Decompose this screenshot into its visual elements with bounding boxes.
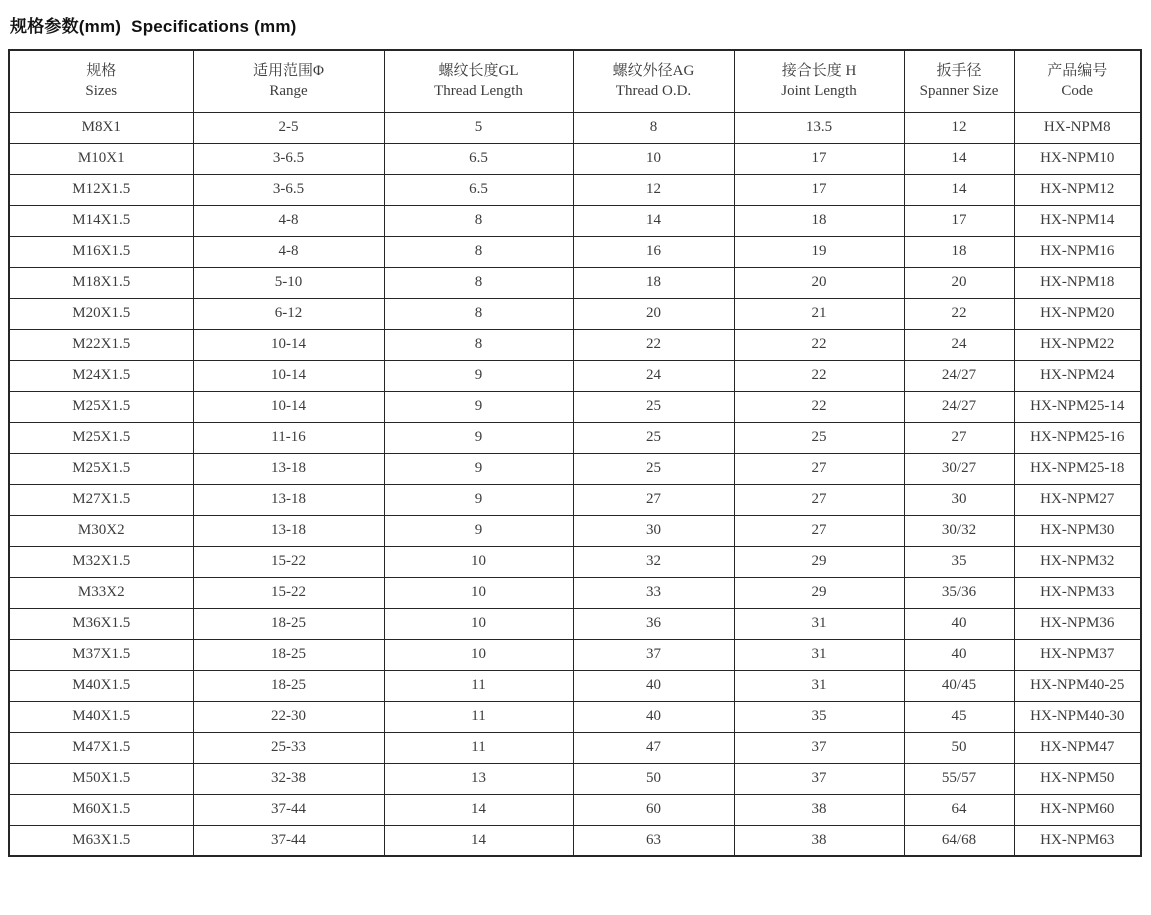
cell-joint-length: 18 — [734, 205, 904, 236]
cell-joint-length: 22 — [734, 360, 904, 391]
cell-thread-length: 14 — [384, 825, 573, 856]
table-row — [9, 484, 1141, 515]
cell-sizes: M25X1.5 — [9, 453, 193, 484]
cell-spanner-size: 30 — [904, 484, 1014, 515]
cell-thread-length: 11 — [384, 732, 573, 763]
cell-code: HX-NPM47 — [1014, 732, 1141, 763]
cell-joint-length: 22 — [734, 391, 904, 422]
cell-thread-length: 8 — [384, 329, 573, 360]
cell-thread-length: 10 — [384, 639, 573, 670]
cell-thread-length: 11 — [384, 670, 573, 701]
cell-thread-length: 14 — [384, 794, 573, 825]
cell-joint-length: 27 — [734, 484, 904, 515]
cell-thread-length: 10 — [384, 546, 573, 577]
cell-thread-od: 12 — [573, 174, 734, 205]
cell-code: HX-NPM63 — [1014, 825, 1141, 856]
cell-joint-length: 19 — [734, 236, 904, 267]
cell-thread-od: 40 — [573, 670, 734, 701]
cell-thread-length: 9 — [384, 453, 573, 484]
cell-spanner-size: 35 — [904, 546, 1014, 577]
cell-joint-length: 38 — [734, 794, 904, 825]
cell-code: HX-NPM36 — [1014, 608, 1141, 639]
cell-spanner-size: 24/27 — [904, 391, 1014, 422]
cell-joint-length: 31 — [734, 670, 904, 701]
cell-spanner-size: 64/68 — [904, 825, 1014, 856]
cell-thread-od: 63 — [573, 825, 734, 856]
cell-thread-length: 11 — [384, 701, 573, 732]
cell-spanner-size: 24 — [904, 329, 1014, 360]
table-row — [9, 639, 1141, 670]
cell-thread-od: 8 — [573, 112, 734, 143]
table-row — [9, 422, 1141, 453]
cell-code: HX-NPM22 — [1014, 329, 1141, 360]
table-header — [9, 50, 1141, 112]
cell-thread-od: 25 — [573, 422, 734, 453]
cell-spanner-size: 30/27 — [904, 453, 1014, 484]
cell-range: 6-12 — [193, 298, 384, 329]
cell-range: 25-33 — [193, 732, 384, 763]
cell-thread-od: 25 — [573, 453, 734, 484]
cell-spanner-size: 55/57 — [904, 763, 1014, 794]
cell-code: HX-NPM25-14 — [1014, 391, 1141, 422]
cell-thread-length: 9 — [384, 360, 573, 391]
cell-range: 13-18 — [193, 515, 384, 546]
cell-code: HX-NPM40-25 — [1014, 670, 1141, 701]
cell-joint-length: 13.5 — [734, 112, 904, 143]
cell-thread-od: 37 — [573, 639, 734, 670]
column-header-range — [193, 50, 384, 112]
cell-range: 37-44 — [193, 825, 384, 856]
cell-spanner-size: 14 — [904, 174, 1014, 205]
table-row — [9, 453, 1141, 484]
cell-spanner-size: 20 — [904, 267, 1014, 298]
cell-joint-length: 29 — [734, 577, 904, 608]
cell-range: 32-38 — [193, 763, 384, 794]
cell-sizes: M14X1.5 — [9, 205, 193, 236]
cell-spanner-size: 45 — [904, 701, 1014, 732]
column-header-zh: 适用范围Φ — [253, 63, 324, 79]
table-row — [9, 112, 1141, 143]
column-header-zh: 规格 — [86, 63, 117, 79]
cell-range: 2-5 — [193, 112, 384, 143]
cell-code: HX-NPM24 — [1014, 360, 1141, 391]
table-row — [9, 205, 1141, 236]
cell-spanner-size: 12 — [904, 112, 1014, 143]
cell-thread-od: 24 — [573, 360, 734, 391]
table-row — [9, 546, 1141, 577]
cell-joint-length: 17 — [734, 174, 904, 205]
cell-sizes: M8X1 — [9, 112, 193, 143]
cell-code: HX-NPM40-30 — [1014, 701, 1141, 732]
column-header-en: Thread O.D. — [615, 83, 692, 100]
table-row — [9, 267, 1141, 298]
column-header-en: Joint Length — [781, 83, 857, 100]
column-header-code — [1014, 50, 1141, 112]
cell-joint-length: 27 — [734, 453, 904, 484]
table-row — [9, 670, 1141, 701]
cell-sizes: M12X1.5 — [9, 174, 193, 205]
cell-spanner-size: 64 — [904, 794, 1014, 825]
cell-spanner-size: 24/27 — [904, 360, 1014, 391]
cell-joint-length: 17 — [734, 143, 904, 174]
cell-range: 15-22 — [193, 546, 384, 577]
column-header-sizes — [9, 50, 193, 112]
cell-range: 10-14 — [193, 329, 384, 360]
table-row — [9, 515, 1141, 546]
cell-sizes: M47X1.5 — [9, 732, 193, 763]
table-row — [9, 360, 1141, 391]
cell-thread-od: 10 — [573, 143, 734, 174]
table-row — [9, 391, 1141, 422]
cell-thread-length: 6.5 — [384, 174, 573, 205]
cell-sizes: M60X1.5 — [9, 794, 193, 825]
cell-range: 13-18 — [193, 484, 384, 515]
cell-thread-od: 27 — [573, 484, 734, 515]
cell-sizes: M50X1.5 — [9, 763, 193, 794]
cell-thread-od: 33 — [573, 577, 734, 608]
cell-sizes: M18X1.5 — [9, 267, 193, 298]
column-header-zh: 螺纹外径AG — [612, 63, 695, 79]
cell-thread-od: 36 — [573, 608, 734, 639]
cell-code: HX-NPM30 — [1014, 515, 1141, 546]
table-row — [9, 143, 1141, 174]
cell-spanner-size: 40 — [904, 608, 1014, 639]
cell-joint-length: 31 — [734, 608, 904, 639]
cell-thread-length: 8 — [384, 267, 573, 298]
cell-thread-length: 13 — [384, 763, 573, 794]
cell-sizes: M40X1.5 — [9, 701, 193, 732]
cell-range: 4-8 — [193, 205, 384, 236]
cell-range: 5-10 — [193, 267, 384, 298]
cell-range: 10-14 — [193, 360, 384, 391]
cell-sizes: M27X1.5 — [9, 484, 193, 515]
table-row — [9, 577, 1141, 608]
cell-joint-length: 37 — [734, 763, 904, 794]
cell-sizes: M22X1.5 — [9, 329, 193, 360]
cell-spanner-size: 27 — [904, 422, 1014, 453]
table-row — [9, 701, 1141, 732]
cell-range: 22-30 — [193, 701, 384, 732]
cell-code: HX-NPM18 — [1014, 267, 1141, 298]
column-header-thread-length — [384, 50, 573, 112]
cell-thread-od: 60 — [573, 794, 734, 825]
cell-thread-length: 8 — [384, 205, 573, 236]
cell-sizes: M25X1.5 — [9, 422, 193, 453]
table-row — [9, 174, 1141, 205]
cell-sizes: M36X1.5 — [9, 608, 193, 639]
cell-thread-length: 9 — [384, 484, 573, 515]
cell-range: 3-6.5 — [193, 174, 384, 205]
cell-sizes: M24X1.5 — [9, 360, 193, 391]
cell-joint-length: 31 — [734, 639, 904, 670]
cell-spanner-size: 50 — [904, 732, 1014, 763]
column-header-en: Sizes — [85, 83, 118, 100]
cell-sizes: M33X2 — [9, 577, 193, 608]
cell-thread-od: 47 — [573, 732, 734, 763]
cell-sizes: M32X1.5 — [9, 546, 193, 577]
cell-range: 18-25 — [193, 608, 384, 639]
cell-thread-length: 6.5 — [384, 143, 573, 174]
cell-sizes: M25X1.5 — [9, 391, 193, 422]
cell-spanner-size: 40 — [904, 639, 1014, 670]
cell-range: 15-22 — [193, 577, 384, 608]
table-row — [9, 236, 1141, 267]
table-row — [9, 608, 1141, 639]
cell-joint-length: 35 — [734, 701, 904, 732]
column-header-en: Thread Length — [434, 83, 523, 100]
cell-code: HX-NPM37 — [1014, 639, 1141, 670]
cell-joint-length: 27 — [734, 515, 904, 546]
column-header-zh: 接合长度 H — [781, 63, 857, 79]
cell-code: HX-NPM25-16 — [1014, 422, 1141, 453]
cell-thread-od: 40 — [573, 701, 734, 732]
table-row — [9, 763, 1141, 794]
cell-thread-length: 9 — [384, 391, 573, 422]
cell-joint-length: 38 — [734, 825, 904, 856]
cell-thread-length: 9 — [384, 515, 573, 546]
cell-code: HX-NPM60 — [1014, 794, 1141, 825]
cell-thread-length: 8 — [384, 298, 573, 329]
cell-spanner-size: 40/45 — [904, 670, 1014, 701]
cell-spanner-size: 18 — [904, 236, 1014, 267]
cell-sizes: M30X2 — [9, 515, 193, 546]
cell-thread-od: 20 — [573, 298, 734, 329]
cell-range: 18-25 — [193, 639, 384, 670]
column-header-thread-od — [573, 50, 734, 112]
cell-joint-length: 37 — [734, 732, 904, 763]
cell-range: 37-44 — [193, 794, 384, 825]
cell-range: 10-14 — [193, 391, 384, 422]
cell-code: HX-NPM14 — [1014, 205, 1141, 236]
cell-spanner-size: 14 — [904, 143, 1014, 174]
cell-thread-od: 50 — [573, 763, 734, 794]
cell-joint-length: 22 — [734, 329, 904, 360]
cell-code: HX-NPM20 — [1014, 298, 1141, 329]
cell-sizes: M37X1.5 — [9, 639, 193, 670]
column-header-en: Range — [269, 83, 308, 100]
column-header-spanner-size — [904, 50, 1014, 112]
cell-thread-length: 9 — [384, 422, 573, 453]
cell-code: HX-NPM27 — [1014, 484, 1141, 515]
table-row — [9, 732, 1141, 763]
column-header-zh: 扳手径 — [936, 63, 982, 79]
column-header-en: Spanner Size — [919, 83, 999, 100]
cell-code: HX-NPM50 — [1014, 763, 1141, 794]
page-title — [10, 12, 1143, 37]
page-title-en: Specifications (mm) — [131, 17, 297, 36]
cell-thread-od: 18 — [573, 267, 734, 298]
cell-thread-od: 30 — [573, 515, 734, 546]
cell-code: HX-NPM33 — [1014, 577, 1141, 608]
cell-thread-length: 10 — [384, 608, 573, 639]
page-title-zh: 规格参数(mm) — [10, 17, 122, 36]
specifications-table — [8, 49, 1142, 857]
table-row — [9, 825, 1141, 856]
cell-range: 11-16 — [193, 422, 384, 453]
cell-joint-length: 20 — [734, 267, 904, 298]
column-header-en: Code — [1061, 83, 1094, 100]
spec-table-body — [9, 112, 1141, 856]
cell-code: HX-NPM32 — [1014, 546, 1141, 577]
column-header-joint-length — [734, 50, 904, 112]
cell-joint-length: 21 — [734, 298, 904, 329]
cell-code: HX-NPM10 — [1014, 143, 1141, 174]
column-header-zh: 产品编号 — [1047, 63, 1108, 79]
cell-thread-od: 14 — [573, 205, 734, 236]
cell-spanner-size: 35/36 — [904, 577, 1014, 608]
cell-joint-length: 25 — [734, 422, 904, 453]
cell-sizes: M63X1.5 — [9, 825, 193, 856]
cell-thread-od: 25 — [573, 391, 734, 422]
cell-thread-length: 10 — [384, 577, 573, 608]
cell-spanner-size: 22 — [904, 298, 1014, 329]
cell-range: 4-8 — [193, 236, 384, 267]
cell-code: HX-NPM25-18 — [1014, 453, 1141, 484]
table-row — [9, 298, 1141, 329]
cell-sizes: M40X1.5 — [9, 670, 193, 701]
cell-joint-length: 29 — [734, 546, 904, 577]
column-header-zh: 螺纹长度GL — [438, 63, 519, 79]
cell-thread-length: 5 — [384, 112, 573, 143]
cell-range: 18-25 — [193, 670, 384, 701]
cell-sizes: M10X1 — [9, 143, 193, 174]
cell-range: 3-6.5 — [193, 143, 384, 174]
cell-sizes: M20X1.5 — [9, 298, 193, 329]
table-header-row — [9, 50, 1141, 112]
cell-code: HX-NPM16 — [1014, 236, 1141, 267]
cell-code: HX-NPM8 — [1014, 112, 1141, 143]
table-row — [9, 329, 1141, 360]
cell-thread-od: 22 — [573, 329, 734, 360]
cell-range: 13-18 — [193, 453, 384, 484]
cell-sizes: M16X1.5 — [9, 236, 193, 267]
cell-code: HX-NPM12 — [1014, 174, 1141, 205]
cell-thread-length: 8 — [384, 236, 573, 267]
table-row — [9, 794, 1141, 825]
cell-spanner-size: 30/32 — [904, 515, 1014, 546]
cell-thread-od: 32 — [573, 546, 734, 577]
cell-spanner-size: 17 — [904, 205, 1014, 236]
cell-thread-od: 16 — [573, 236, 734, 267]
